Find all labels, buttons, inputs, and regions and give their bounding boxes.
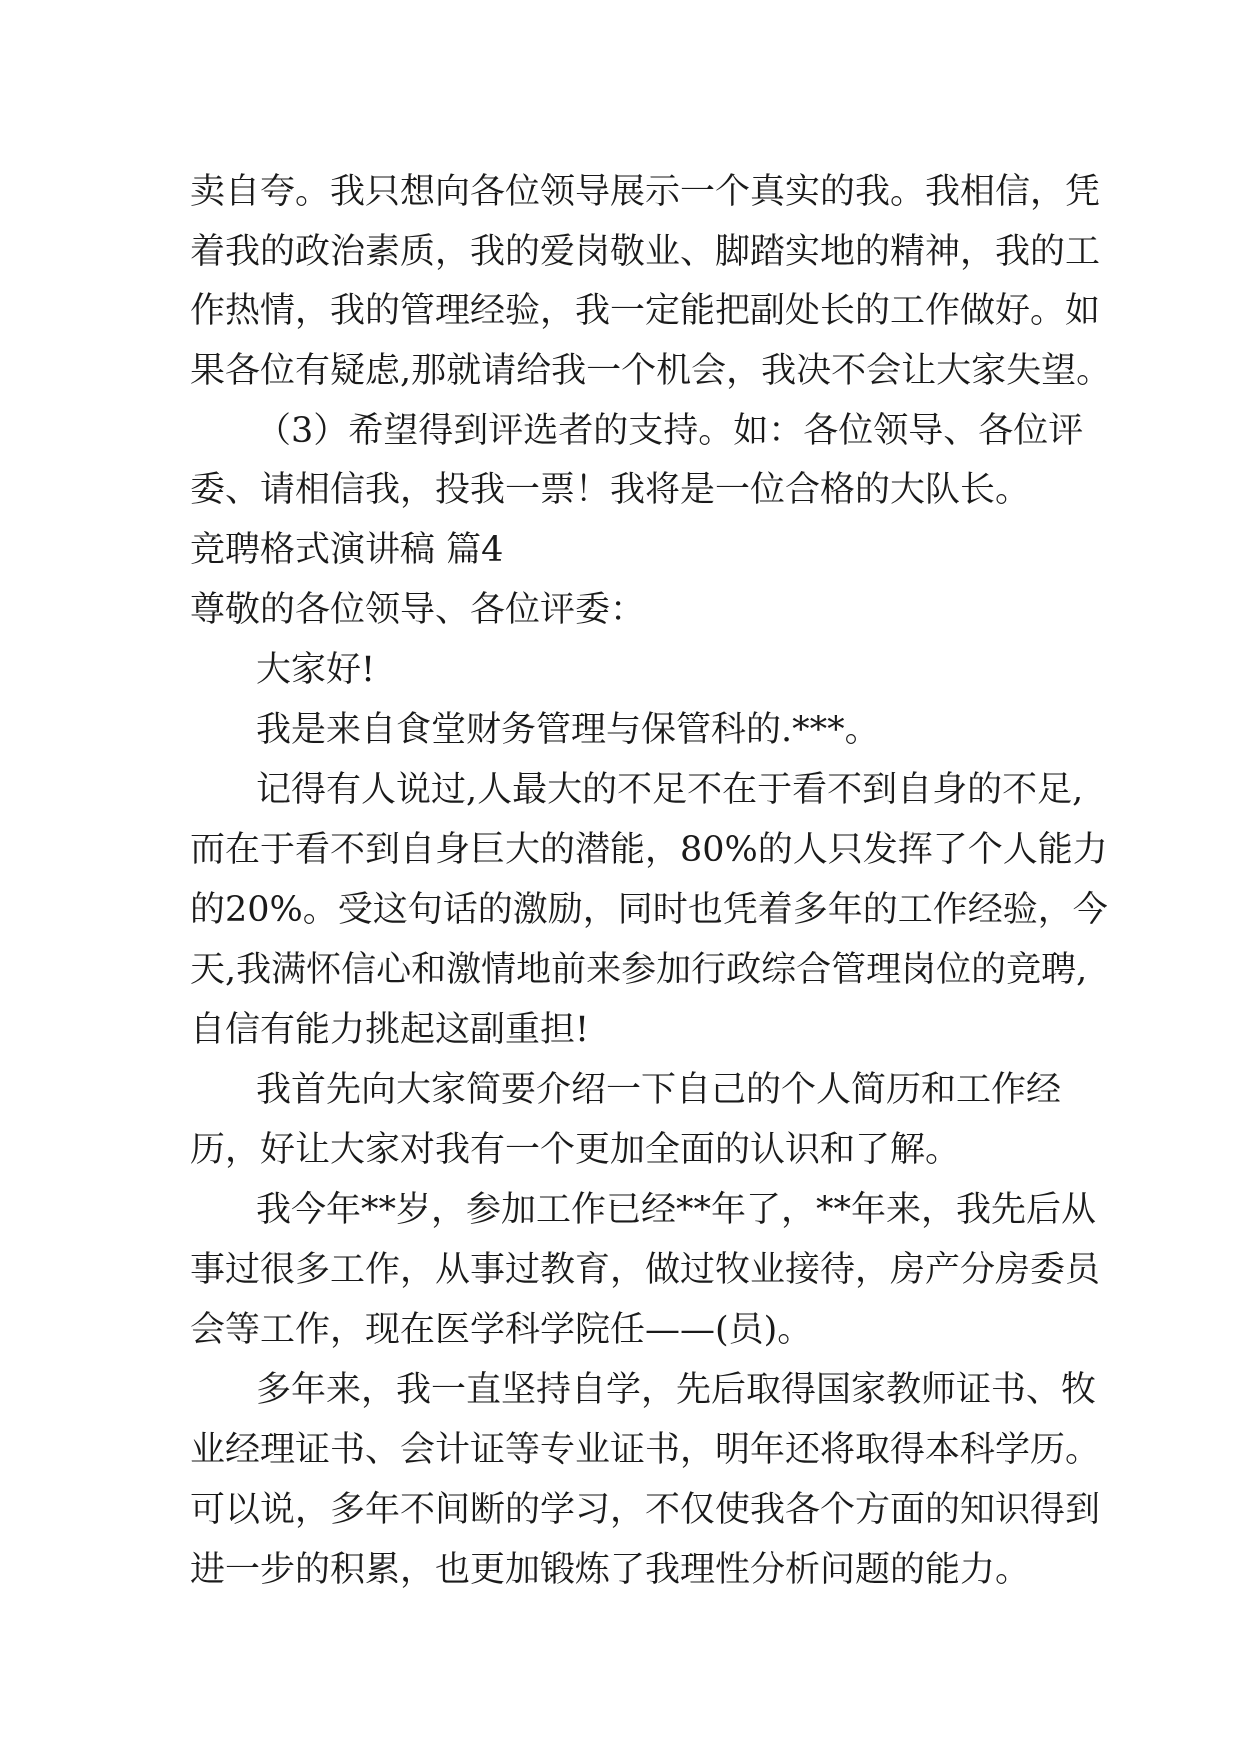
text-line: 会等工作，现在医学科学院任——(员)。 xyxy=(190,1310,813,1350)
text-line: 果各位有疑虑,那就请给我一个机会，我决不会让大家失望。 xyxy=(190,351,1112,391)
text-line: 委、请相信我，投我一票！我将是一位合格的大队长。 xyxy=(190,470,1031,510)
text-line: 事过很多工作，从事过教育，做过牧业接待，房产分房委员 xyxy=(190,1250,1101,1290)
text-line: （3）希望得到评选者的支持。如：各位领导、各位评 xyxy=(256,411,1084,451)
text-line: 可以说，多年不间断的学习，不仅使我各个方面的知识得到 xyxy=(190,1490,1101,1530)
section-heading: 竞聘格式演讲稿 篇4 xyxy=(190,530,504,570)
greeting: 大家好! xyxy=(256,650,376,690)
text-line: 多年来，我一直坚持自学，先后取得国家教师证书、牧 xyxy=(256,1370,1097,1410)
text-line: 业经理证书、会计证等专业证书，明年还将取得本科学历。 xyxy=(190,1430,1101,1470)
text-line: 我是来自食堂财务管理与保管科的.***。 xyxy=(256,710,880,750)
salutation: 尊敬的各位领导、各位评委： xyxy=(190,590,646,630)
text-line: 历，好让大家对我有一个更加全面的认识和了解。 xyxy=(190,1130,961,1170)
text-line: 记得有人说过,人最大的不足不在于看不到自身的不足, xyxy=(256,770,1084,810)
text-line: 我首先向大家简要介绍一下自己的个人简历和工作经 xyxy=(256,1070,1062,1110)
text-line: 天,我满怀信心和激情地前来参加行政综合管理岗位的竞聘, xyxy=(190,950,1088,990)
text-line: 自信有能力挑起这副重担! xyxy=(190,1010,590,1050)
text-line: 我今年**岁，参加工作已经**年了，**年来，我先后从 xyxy=(256,1190,1097,1230)
text-line: 着我的政治素质，我的爱岗敬业、脚踏实地的精神，我的工 xyxy=(190,232,1101,272)
text-line: 的20%。受这句话的激励，同时也凭着多年的工作经验，今 xyxy=(190,890,1108,930)
text-line: 而在于看不到自身巨大的潜能，80%的人只发挥了个人能力 xyxy=(190,830,1108,870)
text-line: 进一步的积累，也更加锻炼了我理性分析问题的能力。 xyxy=(190,1550,1031,1590)
text-line: 作热情，我的管理经验，我一定能把副处长的工作做好。如 xyxy=(190,291,1101,331)
text-line: 卖自夸。我只想向各位领导展示一个真实的我。我相信，凭 xyxy=(190,172,1101,212)
